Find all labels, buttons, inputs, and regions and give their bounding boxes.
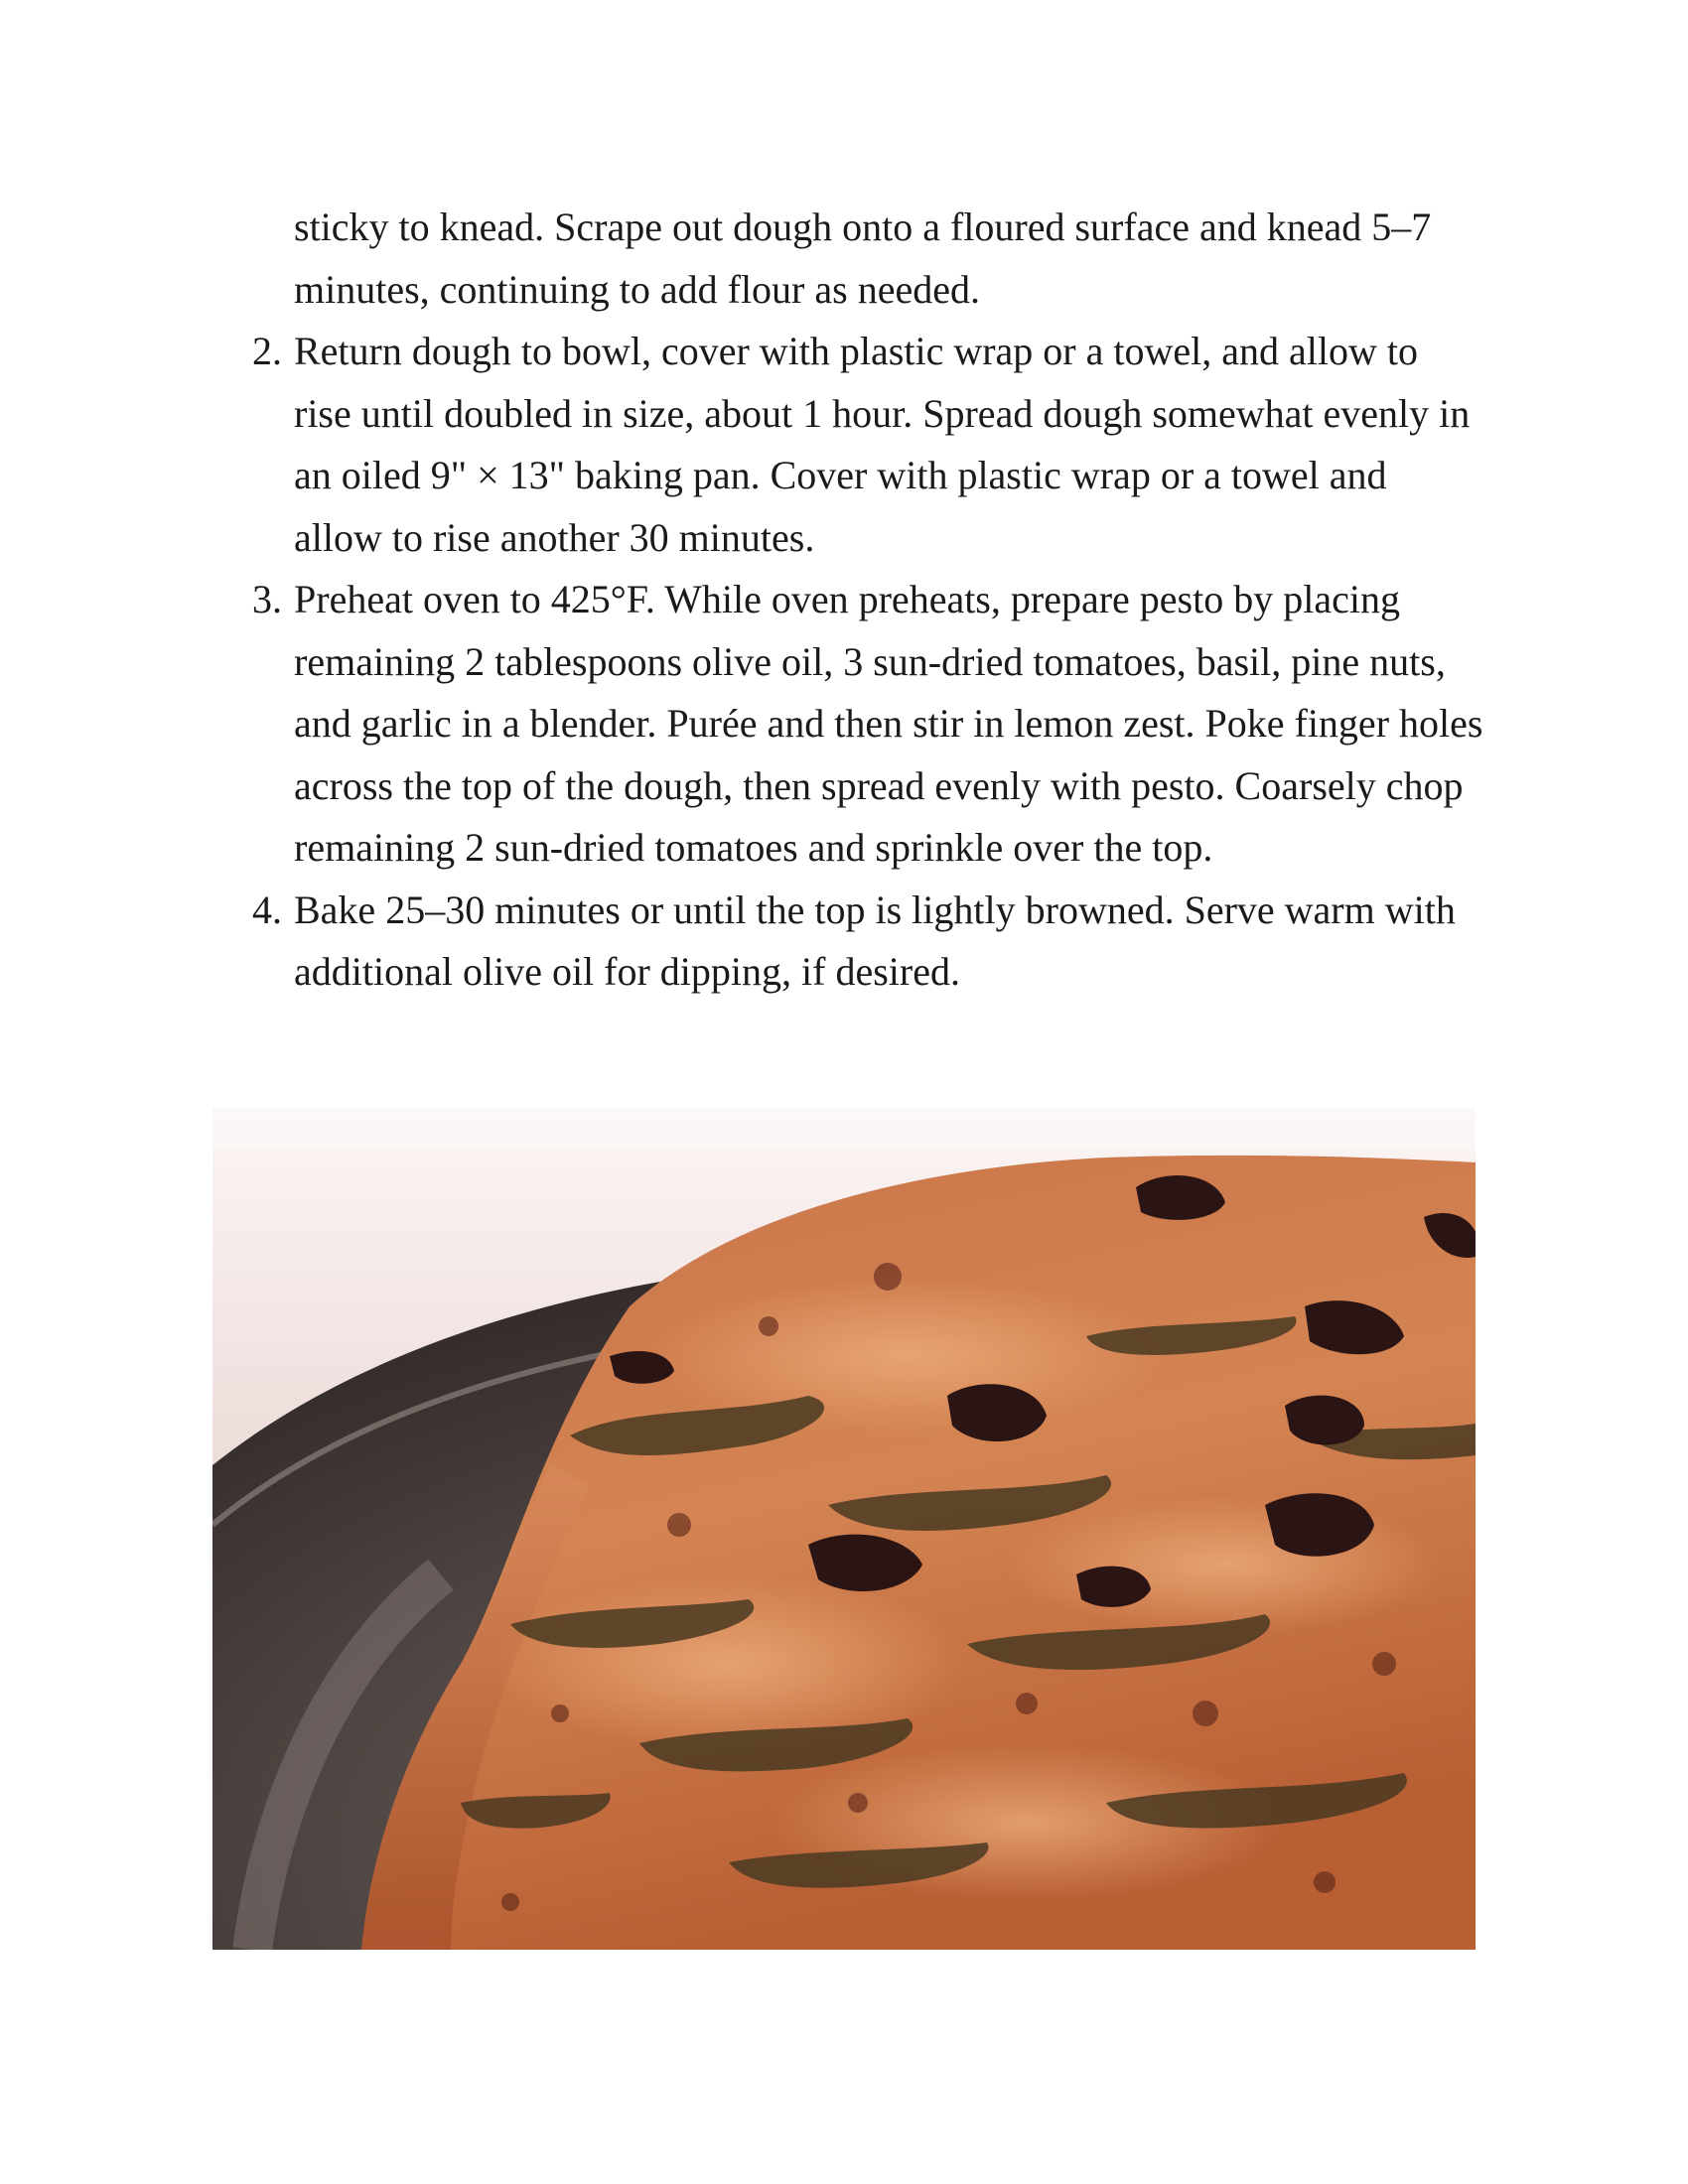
step-number: 4. [252,887,282,932]
focaccia-photo [212,1108,1476,1950]
step-text: Preheat oven to 425°F. While oven preheats, prepare pesto by placing remaining 2 tablespoons olive oil, 3 sun-dried tomatoes, basil, pine nuts, and garlic in a blender. Purée and then stir in lemon zest. Poke finger holes across the top of the dough, then spread evenly with pesto. Coarsely chop remaining 2 sun-dried tomatoes and sprinkle over the top. [294,577,1483,870]
step-3 [252,569,1483,880]
step-2 [252,321,1483,569]
step-text: Return dough to bowl, cover with plastic wrap or a towel, and allow to rise until doubled in size, about 1 hour. Spread dough somewhat evenly in an oiled 9" × 13" baking pan. Cover with plastic wrap or a towel and allow to rise another 30 minutes. [294,329,1471,560]
step-number: 3. [252,577,282,621]
step-number: 2. [252,329,282,373]
step-text: Bake 25–30 minutes or until the top is lightly browned. Serve warm with additional olive oil for dipping, if desired. [294,887,1456,994]
focaccia-photo-icon [212,1108,1476,1950]
step-1-continuation: sticky to knead. Scrape out dough onto a floured surface and knead 5–7 minutes, continuing to add flour as needed. [294,205,1432,312]
step-4 [252,880,1483,1004]
instruction-list [252,197,1483,1004]
